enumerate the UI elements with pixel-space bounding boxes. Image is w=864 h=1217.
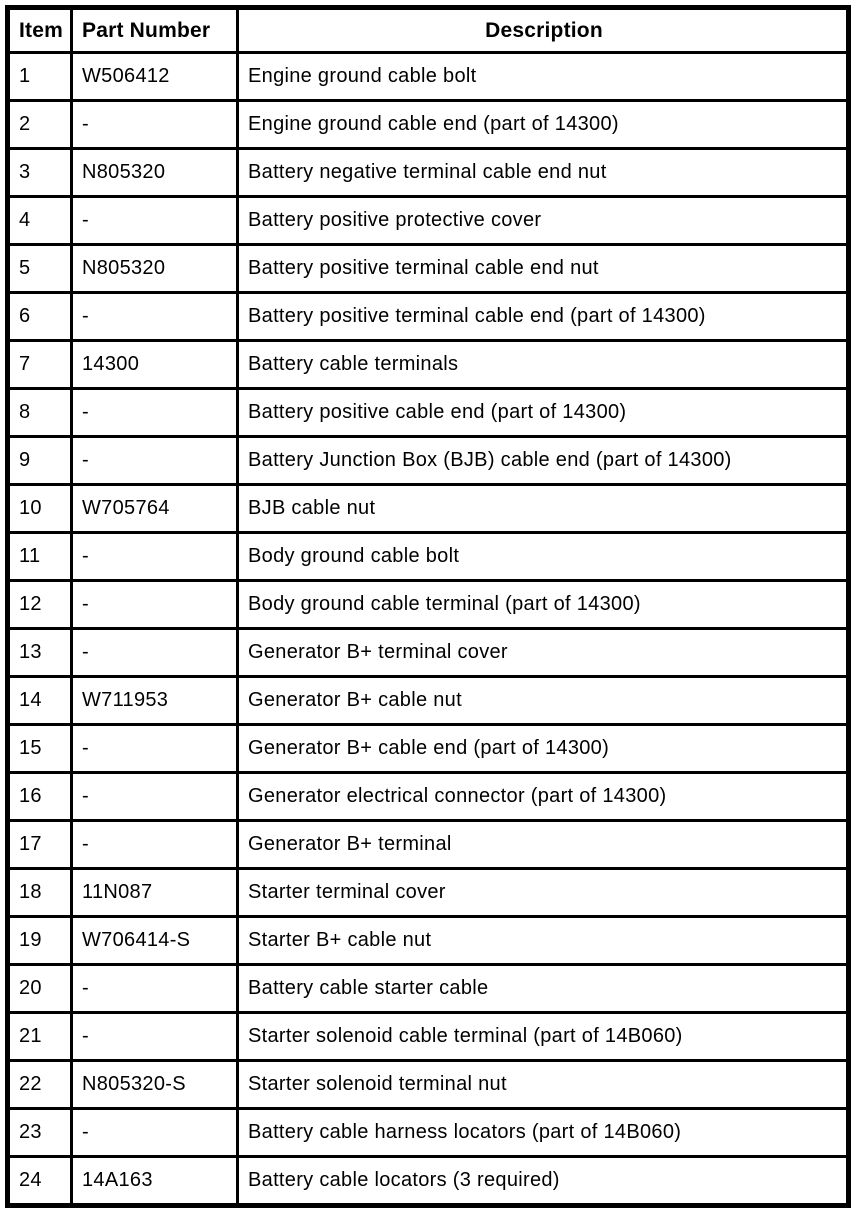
description-cell: Battery positive protective cover [238,197,849,245]
description-cell: Battery positive cable end (part of 14300) [238,389,849,437]
header-description: Description [238,8,849,53]
description-cell: Battery cable starter cable [238,965,849,1013]
table-row [8,1061,849,1109]
part-number-cell: - [72,773,238,821]
description-cell: Starter B+ cable nut [238,917,849,965]
description-cell: Generator electrical connector (part of 14300) [238,773,849,821]
table-row [8,1157,849,1206]
parts-table [5,5,851,1208]
table-row [8,629,849,677]
item-cell: 17 [8,821,72,869]
item-cell: 5 [8,245,72,293]
part-number-cell: N805320-S [72,1061,238,1109]
table-row [8,677,849,725]
description-cell: Battery cable locators (3 required) [238,1157,849,1206]
item-cell: 16 [8,773,72,821]
description-cell: Battery cable harness locators (part of 14B060) [238,1109,849,1157]
description-cell: Battery positive terminal cable end nut [238,245,849,293]
table-row [8,917,849,965]
table-row [8,485,849,533]
description-cell: Starter solenoid terminal nut [238,1061,849,1109]
description-cell: Battery cable terminals [238,341,849,389]
table-row [8,197,849,245]
table-row [8,149,849,197]
part-number-cell: - [72,101,238,149]
part-number-cell: - [72,581,238,629]
description-cell: Starter solenoid cable terminal (part of 14B060) [238,1013,849,1061]
part-number-cell: - [72,389,238,437]
part-number-cell: W711953 [72,677,238,725]
item-cell: 23 [8,1109,72,1157]
item-cell: 20 [8,965,72,1013]
item-cell: 7 [8,341,72,389]
table-row [8,1109,849,1157]
item-cell: 15 [8,725,72,773]
description-cell: Engine ground cable end (part of 14300) [238,101,849,149]
description-cell: Body ground cable terminal (part of 14300) [238,581,849,629]
header-part-number: Part Number [72,8,238,53]
table-row [8,101,849,149]
description-cell: Battery negative terminal cable end nut [238,149,849,197]
item-cell: 1 [8,53,72,101]
part-number-cell: 14300 [72,341,238,389]
table-row [8,533,849,581]
header-item: Item [8,8,72,53]
description-cell: Generator B+ terminal cover [238,629,849,677]
item-cell: 18 [8,869,72,917]
item-cell: 8 [8,389,72,437]
table-row [8,293,849,341]
part-number-cell: N805320 [72,149,238,197]
item-cell: 22 [8,1061,72,1109]
part-number-cell: N805320 [72,245,238,293]
table-row [8,821,849,869]
description-cell: Starter terminal cover [238,869,849,917]
table-row [8,53,849,101]
item-cell: 19 [8,917,72,965]
item-cell: 3 [8,149,72,197]
table-row [8,725,849,773]
item-cell: 21 [8,1013,72,1061]
part-number-cell: W705764 [72,485,238,533]
header-row [8,8,849,53]
item-cell: 12 [8,581,72,629]
description-cell: Engine ground cable bolt [238,53,849,101]
item-cell: 6 [8,293,72,341]
part-number-cell: - [72,1013,238,1061]
item-cell: 10 [8,485,72,533]
item-cell: 11 [8,533,72,581]
table-row [8,869,849,917]
part-number-cell: - [72,725,238,773]
description-cell: Generator B+ cable end (part of 14300) [238,725,849,773]
description-cell: BJB cable nut [238,485,849,533]
part-number-cell: 11N087 [72,869,238,917]
item-cell: 9 [8,437,72,485]
description-cell: Body ground cable bolt [238,533,849,581]
part-number-cell: - [72,437,238,485]
item-cell: 14 [8,677,72,725]
table-row [8,581,849,629]
part-number-cell: W706414-S [72,917,238,965]
table-row [8,245,849,293]
part-number-cell: W506412 [72,53,238,101]
description-cell: Generator B+ cable nut [238,677,849,725]
table-row [8,341,849,389]
table-row [8,437,849,485]
item-cell: 13 [8,629,72,677]
item-cell: 24 [8,1157,72,1206]
part-number-cell: - [72,197,238,245]
part-number-cell: - [72,629,238,677]
table-row [8,389,849,437]
part-number-cell: - [72,1109,238,1157]
table-row [8,1013,849,1061]
part-number-cell: - [72,293,238,341]
part-number-cell: - [72,821,238,869]
item-cell: 2 [8,101,72,149]
table-body [8,53,849,1206]
part-number-cell: - [72,533,238,581]
description-cell: Battery positive terminal cable end (part of 14300) [238,293,849,341]
description-cell: Battery Junction Box (BJB) cable end (part of 14300) [238,437,849,485]
table-row [8,773,849,821]
description-cell: Generator B+ terminal [238,821,849,869]
part-number-cell: - [72,965,238,1013]
part-number-cell: 14A163 [72,1157,238,1206]
item-cell: 4 [8,197,72,245]
table-row [8,965,849,1013]
